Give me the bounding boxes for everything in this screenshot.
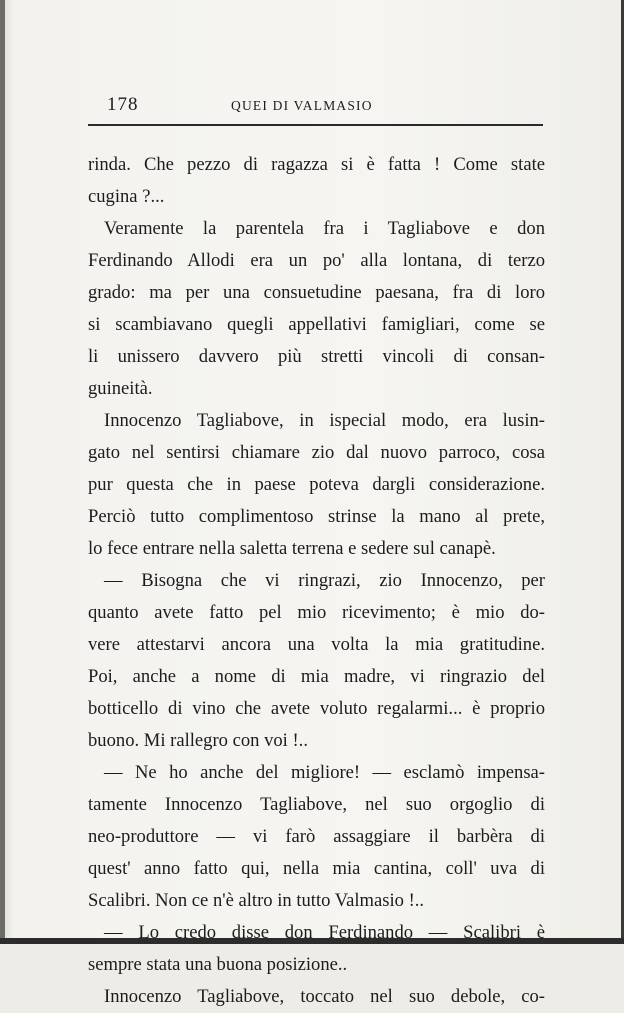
- text-line: guineità.: [88, 378, 153, 399]
- page-binding-edge: [0, 0, 5, 944]
- text-line: botticello di vino che avete voluto regalarmi... è proprio: [88, 698, 545, 719]
- text-line: sempre stata una buona posizione..: [88, 954, 348, 975]
- body-text: [88, 149, 545, 1013]
- text-line: Poi, anche a nome di mia madre, vi ringrazio del: [88, 666, 545, 687]
- text-line: — Lo credo disse don Ferdinando — Scalibri è: [104, 922, 545, 943]
- running-header: [88, 94, 543, 122]
- page-number: 178: [107, 94, 139, 115]
- text-line: vere attestarvi ancora una volta la mia gratitudine.: [88, 634, 545, 655]
- text-line: — Ne ho anche del migliore! — esclamò impensa-: [104, 762, 545, 783]
- text-line: cugina ?...: [88, 186, 165, 207]
- text-line: tamente Innocenzo Tagliabove, nel suo orgoglio di: [88, 794, 545, 815]
- text-line: Ferdinando Allodi era un po' alla lontana, di terzo: [88, 250, 545, 271]
- text-line: buono. Mi rallegro con voi !..: [88, 730, 308, 751]
- text-line: Veramente la parentela fra i Tagliabove e don: [104, 218, 545, 239]
- text-line: neo-produttore — vi farò assaggiare il barbèra di: [88, 826, 545, 847]
- text-line: — Bisogna che vi ringrazi, zio Innocenzo, per: [104, 570, 545, 591]
- text-line: Innocenzo Tagliabove, toccato nel suo debole, co-: [104, 986, 545, 1007]
- text-line: quest' anno fatto qui, nella mia cantina, coll' uva di: [88, 858, 545, 879]
- text-line: lo fece entrare nella saletta terrena e sedere sul canapè.: [88, 538, 496, 559]
- text-line: Innocenzo Tagliabove, in ispecial modo, era lusin-: [104, 410, 545, 431]
- text-line: li unissero davvero più stretti vincoli di consan-: [88, 346, 545, 367]
- header-rule: [88, 124, 543, 126]
- text-line: Perciò tutto complimentoso strinse la mano al prete,: [88, 506, 545, 527]
- text-line: si scambiavano quegli appellativi famigliari, come se: [88, 314, 545, 335]
- text-line: grado: ma per una consuetudine paesana, fra di loro: [88, 282, 545, 303]
- text-line: quanto avete fatto pel mio ricevimento; è mio do-: [88, 602, 545, 623]
- text-line: gato nel sentirsi chiamare zio dal nuovo parroco, cosa: [88, 442, 545, 463]
- running-title: QUEI DI VALMASIO: [231, 98, 373, 113]
- text-line: rinda. Che pezzo di ragazza si è fatta ! Come state: [88, 154, 545, 175]
- text-line: pur questa che in paese poteva dargli considerazione.: [88, 474, 545, 495]
- text-line: Scalibri. Non ce n'è altro in tutto Valmasio !..: [88, 890, 425, 911]
